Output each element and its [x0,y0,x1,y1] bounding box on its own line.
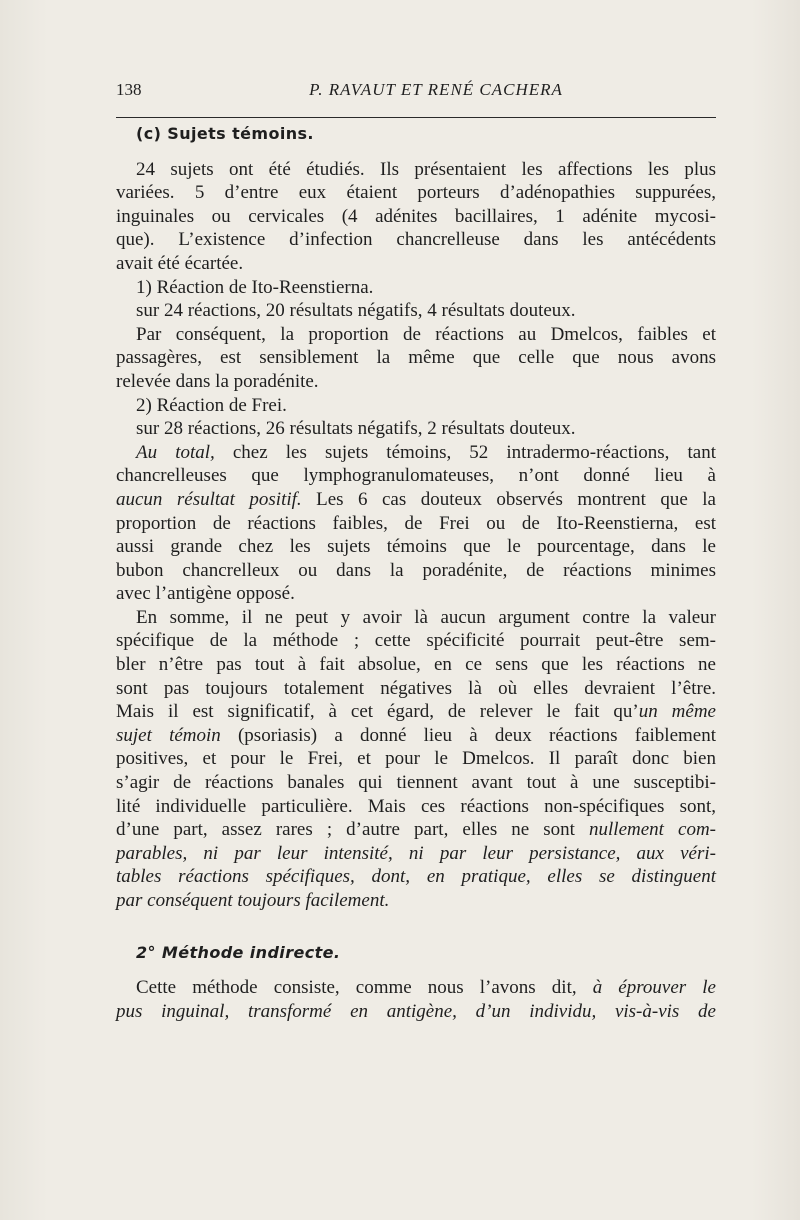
text-line: En somme, il ne peut y avoir là aucun argument contre la valeur [136,606,716,628]
emphasis: sujet témoin [116,724,221,746]
text-line: passagères, est sensiblement la même que celle que nous avons [116,347,716,369]
text-line: Mais il est significatif, à cet égard, de relever le fait qu’un même [116,701,716,723]
text-line: Par conséquent, la proportion de réactions au Dmelcos, faibles et [136,323,716,345]
text-line: 1) Réaction de Ito-Reenstierna. [136,276,374,298]
text-line: proportion de réactions faibles, de Frei ou de Ito-Reenstierna, est [116,512,716,534]
emphasis: nullement com- [589,819,717,841]
text-line: sont pas toujours totalement négatives là où elles devraient l’être. [116,677,716,699]
page-header [116,80,716,110]
body-text [116,122,716,1023]
section-heading: 2° Méthode indirecte. [136,942,341,962]
emphasis: aucun résultat positif. [116,488,302,510]
text-line: chancrelleuses que lymphogranulomateuses, n’ont donné lieu à [116,465,716,487]
text-line: Au total, chez les sujets témoins, 52 intradermo-réactions, tant [136,441,716,463]
text-line: sujet témoin (psoriasis) a donné lieu à deux réactions faiblement [116,724,716,746]
subsection-heading: (c) Sujets témoins. [136,124,314,143]
text-line: tables réactions spécifiques, dont, en pratique, elles se distinguent [116,866,716,888]
text-line: 2) Réaction de Frei. [136,394,287,416]
text-line: variées. 5 d’entre eux étaient porteurs d’adénopathies suppurées, [116,182,716,204]
text-line: pus inguinal, transformé en antigène, d’un individu, vis-à-vis de [116,1000,716,1022]
text-line: d’une part, assez rares ; d’autre part, elles ne sont nullement com- [116,819,717,841]
page-number: 138 [116,80,142,99]
text-line: par conséquent toujours facilement. [116,890,390,911]
text-line: avec l’antigène opposé. [116,583,295,605]
text-line: sur 28 réactions, 26 résultats négatifs, 2 résultats douteux. [136,418,576,440]
text-line: 24 sujets ont été étudiés. Ils présentaient les affections les plus [136,158,716,180]
text-line: s’agir de réactions banales qui tiennent avant tout à une susceptibi- [116,772,716,794]
text-line: avait été écartée. [116,252,244,274]
text-line: relevée dans la poradénite. [116,370,319,392]
emphasis: à éprouver le [592,977,716,999]
text-line: bubon chancrelleux ou dans la poradénite, de réactions minimes [116,559,716,581]
running-head: P. RAVAUT ET RENÉ CACHERA [309,80,563,99]
text-line: inguinales ou cervicales (4 adénites bacillaires, 1 adénite mycosi- [116,205,716,227]
text-line: lité individuelle particulière. Mais ces réactions non-spécifiques sont, [116,795,716,817]
header-rule [116,117,716,118]
text-line: bler n’être pas tout à fait absolue, en ce sens que les réactions ne [116,654,716,676]
text-line: aussi grande chez les sujets témoins que le pourcentage, dans le [116,536,716,558]
text-line: que). L’existence d’infection chancrelleuse dans les antécédents [116,229,716,251]
text-line: parables, ni par leur intensité, ni par leur persistance, aux véri- [116,842,716,864]
text-line: spécifique de la méthode ; cette spécificité pourrait peut-être sem- [116,630,716,652]
text-line: aucun résultat positif. Les 6 cas douteux observés montrent que la [116,488,716,510]
text-line: positives, et pour le Frei, et pour le Dmelcos. Il paraît donc bien [116,748,716,770]
emphasis: un même [638,701,716,723]
text-line: sur 24 réactions, 20 résultats négatifs, 4 résultats douteux. [136,300,576,322]
emphasis: Au total, [136,441,215,463]
text-line: Cette méthode consiste, comme nous l’avons dit, à éprouver le [136,977,716,999]
